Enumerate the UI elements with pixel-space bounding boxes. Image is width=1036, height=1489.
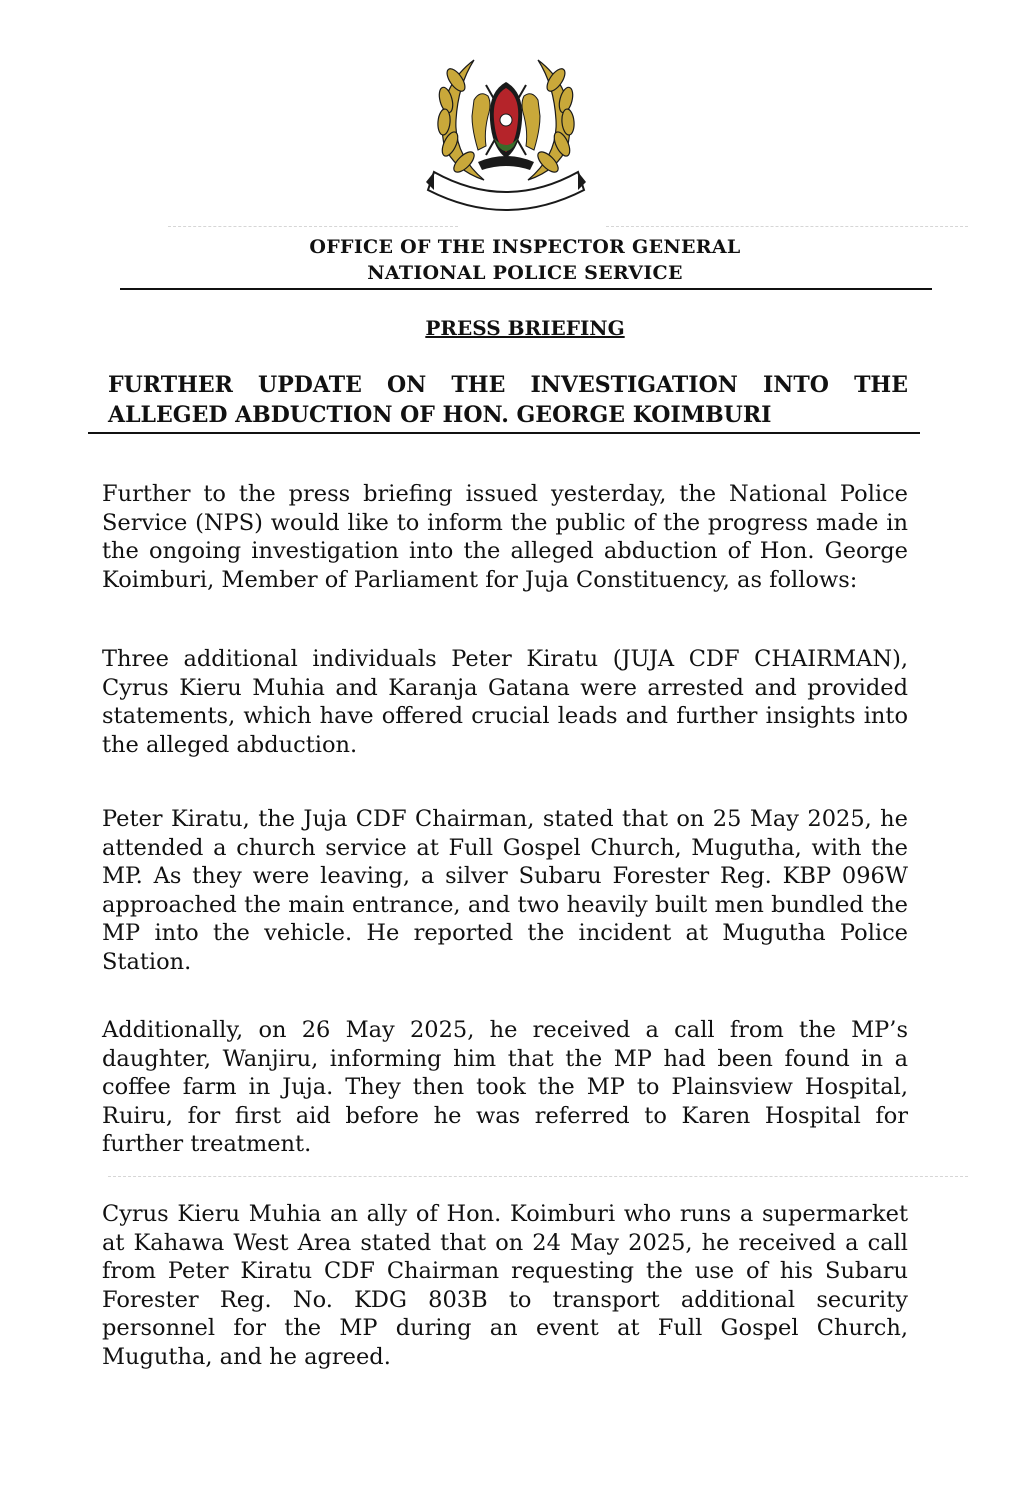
body-paragraph-4: Additionally, on 26 May 2025, he received a call from the MP’s daughter, Wanjiru, informing him that the MP had been found in a coffee farm in Juja. They then took the MP to Plainsview Hospital, Ruiru, for first aid before he was referred to Karen Hospital for further treatment. bbox=[102, 1017, 908, 1158]
scan-artifact bbox=[168, 226, 458, 227]
document-title: FURTHER UPDATE ON THE INVESTIGATION INTO THE ALLEGED ABDUCTION OF HON. GEORGE KOIMBURI bbox=[108, 372, 908, 428]
body-paragraph-2: Three additional individuals Peter Kiratu (JUJA CDF CHAIRMAN), Cyrus Kieru Muhia and Karanja Gatana were arrested and provided statements, which have offered crucial leads and further insights into the alleged abduction. bbox=[102, 646, 908, 758]
office-title-line-2: NATIONAL POLICE SERVICE bbox=[367, 262, 683, 284]
scan-artifact bbox=[606, 226, 968, 227]
office-title-line-1: OFFICE OF THE INSPECTOR GENERAL bbox=[309, 236, 741, 258]
body-paragraph-3: Peter Kiratu, the Juja CDF Chairman, stated that on 25 May 2025, he attended a church service at Full Gospel Church, Mugutha, with the MP. As they were leaving, a silver Subaru Forester Reg. KBP 096W approached the main entrance, and two heavily built men bundled the MP into the vehicle. He reported the incident at Mugutha Police Station. bbox=[102, 806, 908, 975]
title-divider bbox=[88, 432, 920, 434]
header-divider bbox=[120, 288, 932, 290]
national-police-service-crest-icon bbox=[416, 40, 596, 220]
body-paragraph-5: Cyrus Kieru Muhia an ally of Hon. Koimburi who runs a supermarket at Kahawa West Area stated that on 24 May 2025, he received a call from Peter Kiratu CDF Chairman requesting the use of his Subaru Forester Reg. No. KDG 803B to transport additional security personnel for the MP during an event at Full Gospel Church, Mugutha, and he agreed. bbox=[102, 1201, 908, 1370]
scan-artifact bbox=[108, 1176, 968, 1177]
document-type-label: PRESS BRIEFING bbox=[425, 316, 625, 340]
body-paragraph-1: Further to the press briefing issued yesterday, the National Police Service (NPS) would like to inform the public of the progress made in the ongoing investigation into the alleged abduction of Hon. George Koimburi, Member of Parliament for Juja Constituency, as follows: bbox=[102, 481, 908, 593]
